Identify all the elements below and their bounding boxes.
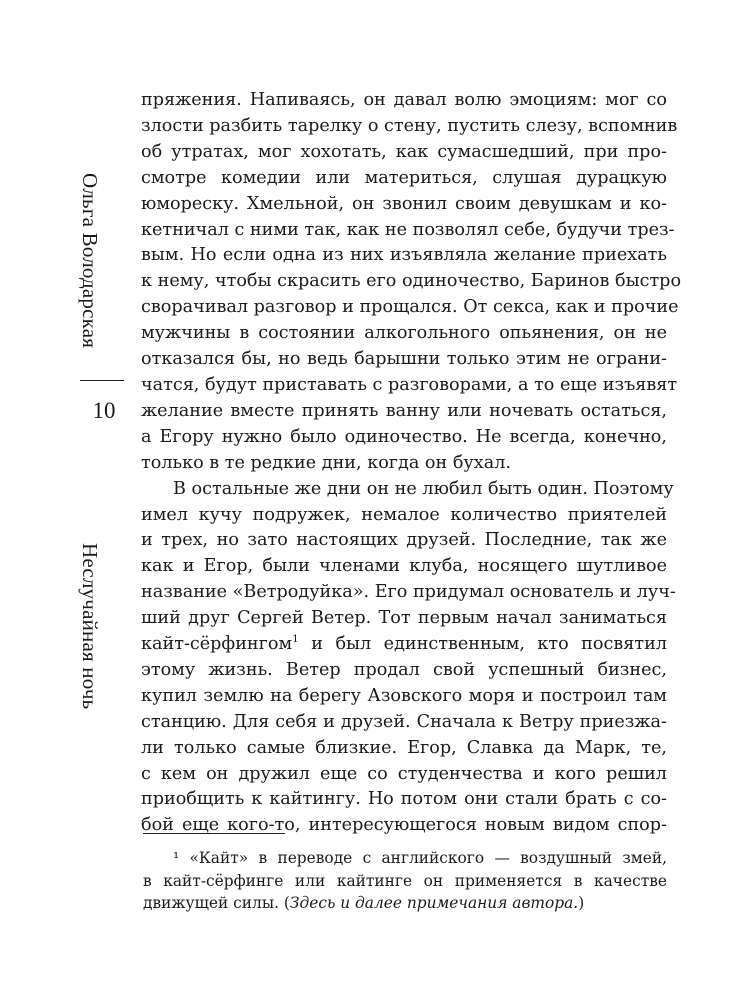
text-line: этому жизнь. Ветер продал свой успешный бизнес, xyxy=(141,659,667,680)
text-line: бой еще кого-то, интересующегося новым видом спор- xyxy=(141,815,667,836)
footnote-italic-note: Здесь и далее примечания автора. xyxy=(289,894,579,912)
text-line: отказался бы, но ведь барышни только этим не ограни- xyxy=(141,349,667,370)
text-line: об утратах, мог хохотать, как сумасшедший, при про- xyxy=(141,141,667,162)
text-line: приобщить к кайтингу. Но потом они стали брать с со- xyxy=(141,789,667,810)
main-text xyxy=(141,88,682,839)
footnote-text: ) xyxy=(578,894,585,912)
text-line: чатся, будут приставать с разговорами, а то еще изъявят xyxy=(141,374,678,395)
paragraph-start-line: В остальные же дни он не любил быть один. Поэтому xyxy=(173,478,674,499)
text-line: сворачивал разговор и прощался. От секса, как и прочие xyxy=(141,297,679,318)
text-line: смотре комедии или материться, слушая дурацкую xyxy=(141,167,667,188)
text-line: ший друг Сергей Ветер. Тот первым начал заниматься xyxy=(141,608,667,629)
text-fragment: кайт-сёрфингом xyxy=(141,634,293,655)
text-line: и трех, но зато настоящих друзей. Последние, так же xyxy=(141,530,667,551)
page-number: 10 xyxy=(92,398,116,423)
running-head xyxy=(68,88,128,710)
footnote xyxy=(143,847,667,915)
text-line: название «Ветродуйка». Его придумал основатель и луч- xyxy=(141,582,676,603)
text-line: к нему, чтобы скрасить его одиночество, Баринов быстро xyxy=(141,271,682,292)
text-line: мужчины в состоянии алкогольного опьянения, он не xyxy=(141,323,667,344)
footnote-divider xyxy=(143,833,285,834)
text-line: как и Егор, были членами клуба, носящего шутливое xyxy=(141,556,667,577)
footnote-text: движущей силы. ( xyxy=(143,894,290,912)
text-line-with-footnote xyxy=(141,632,667,658)
text-line: юмореску. Хмельной, он звонил своим девушкам и ко- xyxy=(141,193,667,214)
text-fragment: и был единственным, кто посвятил xyxy=(298,634,667,655)
text-line: кетничал с ними так, как не позволял себе, будучи трез- xyxy=(141,219,675,240)
text-line: пряжения. Напиваясь, он давал волю эмоциям: мог со xyxy=(141,90,667,110)
footnote-line: в кайт-сёрфинге или кайтинге он применяется в качестве xyxy=(143,871,667,890)
footnote-marker: ¹ xyxy=(173,849,180,867)
text-line: ли только самые близкие. Егор, Славка да Марк, те, xyxy=(141,737,667,758)
text-line: злости разбить тарелку о стену, пустить слезу, вспомнив xyxy=(141,115,678,136)
footnote-reference[interactable]: 1 xyxy=(292,633,299,646)
text-line: желание вместе принять ванну или ночевать остаться, xyxy=(141,400,667,421)
text-line: купил землю на берегу Азовского моря и построил там xyxy=(141,685,667,706)
text-line: а Егору нужно было одиночество. Не всегда, конечно, xyxy=(141,426,667,447)
text-line: имел кучу подружек, немалое количество приятелей xyxy=(141,504,667,525)
footnote-line xyxy=(143,892,667,915)
book-title: Неслучайная ночь xyxy=(78,543,102,710)
header-divider xyxy=(80,380,124,381)
text-line: с кем он дружил еще со студенчества и кого решил xyxy=(141,763,667,784)
footnote-text: «Кайт» в переводе с английского — воздушный змей, xyxy=(179,849,667,867)
text-line: вым. Но если одна из них изъявляла желание приехать xyxy=(141,245,667,266)
footnote-line xyxy=(143,847,667,870)
author-name: Ольга Володарская xyxy=(78,173,102,349)
text-line: только в те редкие дни, когда он бухал. xyxy=(141,452,511,473)
text-line: станцию. Для себя и друзей. Сначала к Ветру приезжа- xyxy=(141,711,667,732)
